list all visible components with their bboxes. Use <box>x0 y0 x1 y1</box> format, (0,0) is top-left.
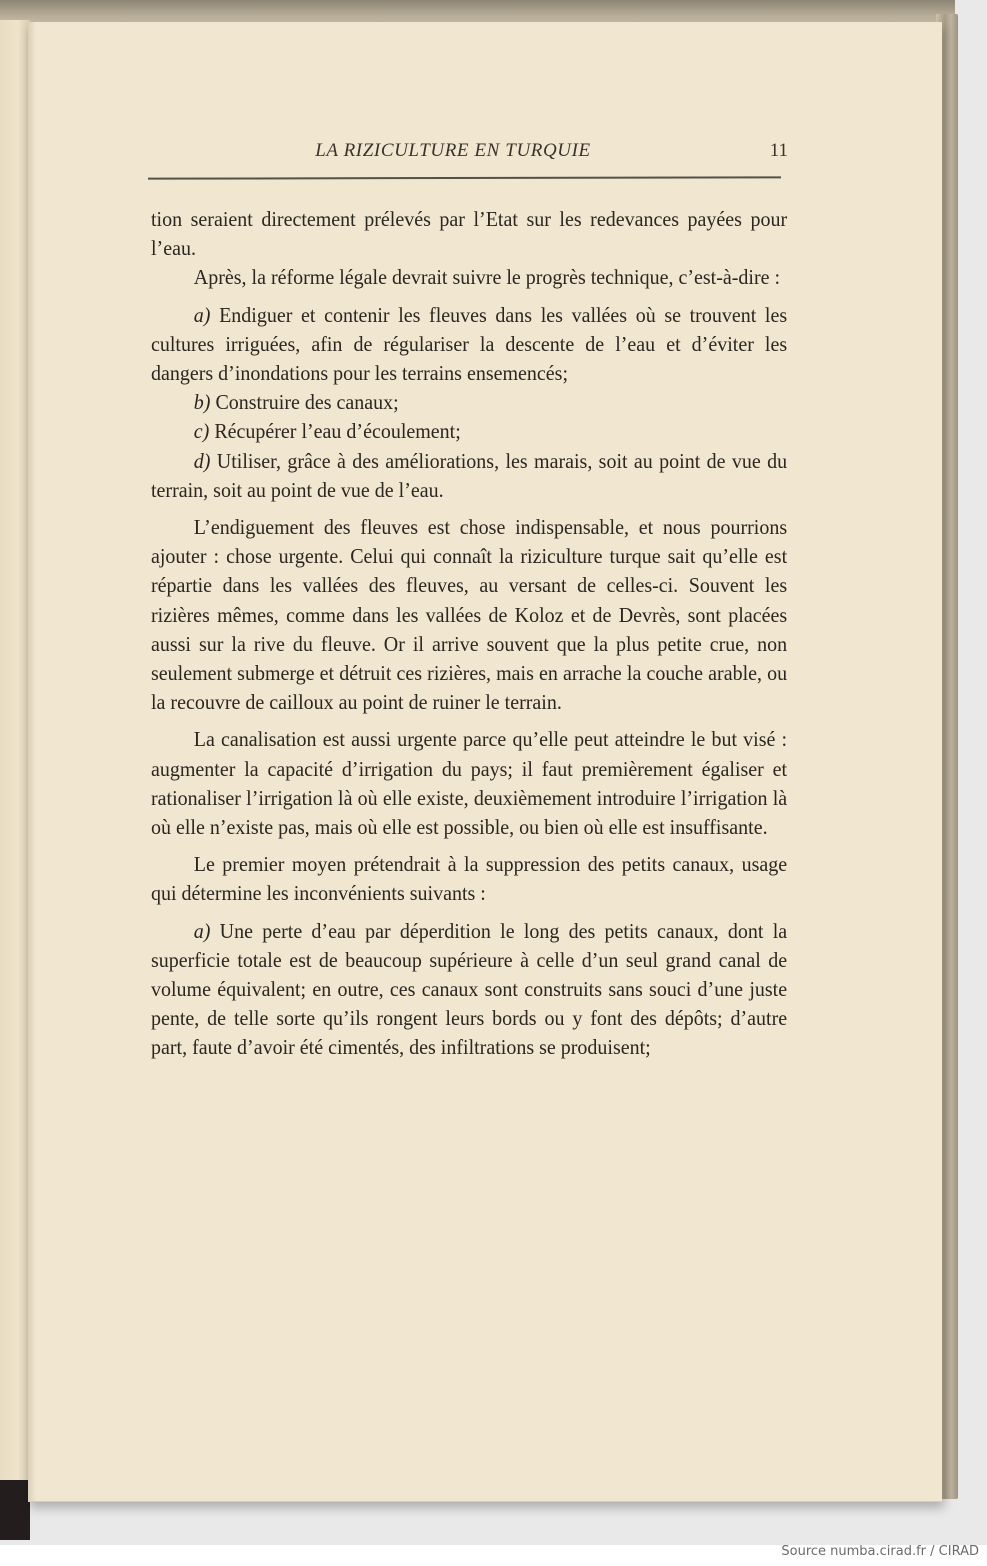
list-marker: c) <box>193 419 210 444</box>
paragraph: L’endiguement des fleuves est chose indispensable, et nous pourrions ajouter : chose urgente. Celui qui connaît la riziculture turque sait qu’elle est répartie dans les vallées des fleuves, au versant de celles-ci. Souvent les rizières mêmes, comme dans les vallées de Koloz et de Devrès, sont placées aussi sur la rive du fleuve. Or il arrive souvent que la plus petite crue, non seulement submerge et détruit ces rizières, mais en arrache la couche arable, ou la recouvre de cailloux au point de ruiner le terrain. <box>151 515 788 715</box>
previous-page-edge <box>0 20 30 1520</box>
paragraph: tion seraient directement prélevés par l’Etat sur les redevances payées pour l’eau. <box>151 207 788 261</box>
book-page <box>28 22 942 1502</box>
body-text <box>151 205 787 1063</box>
list-item: c) Récupérer l’eau d’écoulement; <box>193 419 461 444</box>
list-marker: a) <box>193 302 211 327</box>
header-rule <box>148 176 781 179</box>
page-number: 11 <box>769 140 788 161</box>
running-title: LA RIZICULTURE EN TURQUIE <box>315 140 591 161</box>
list-item: a) Endiguer et contenir les fleuves dans les vallées où se trouvent les cultures irriguées, afin de régulariser la descente de l’eau et d’éviter les dangers d’inondations pour les terrains ensemencés; <box>151 302 788 386</box>
paragraph: Après, la réforme légale devrait suivre le progrès technique, c’est-à-dire : <box>193 265 781 290</box>
paragraph: La canalisation est aussi urgente parce qu’elle peut atteindre le but visé : augmenter la capacité d’irrigation du pays; il faut premièrement égaliser et rationaliser l’irrigation là où elle existe, deuxièmement introduire l’irrigation là où elle n’existe pas, mais où elle est possible, ou bien où elle est insuffisante. <box>151 727 788 840</box>
list-item: a) Une perte d’eau par déperdition le long des petits canaux, dont la superficie totale est de beaucoup supérieure à celle d’un seul grand canal de volume équivalent; en outre, ces canaux sont construits sans souci d’une juste pente, de telle sorte qu’ils rongent leurs bords ou y font des dépôts; d’autre part, faute d’avoir été cimentés, des infiltrations se produisent; <box>151 918 788 1060</box>
list-marker: d) <box>193 448 211 473</box>
list-marker: b) <box>193 390 211 415</box>
source-credit: Source numba.cirad.fr / CIRAD <box>781 1544 979 1559</box>
list-marker: a) <box>193 918 211 943</box>
list-item: b) Construire des canaux; <box>193 390 399 415</box>
running-head <box>148 140 788 170</box>
paragraph: Le premier moyen prétendrait à la suppression des petits canaux, usage qui détermine les inconvénients suivants : <box>151 852 788 906</box>
book-cover-top-edge <box>0 0 955 24</box>
list-item: d) Utiliser, grâce à des améliorations, les marais, soit au point de vue du terrain, soit au point de vue de l’eau. <box>151 448 788 502</box>
book-cover-corner <box>0 1480 30 1540</box>
